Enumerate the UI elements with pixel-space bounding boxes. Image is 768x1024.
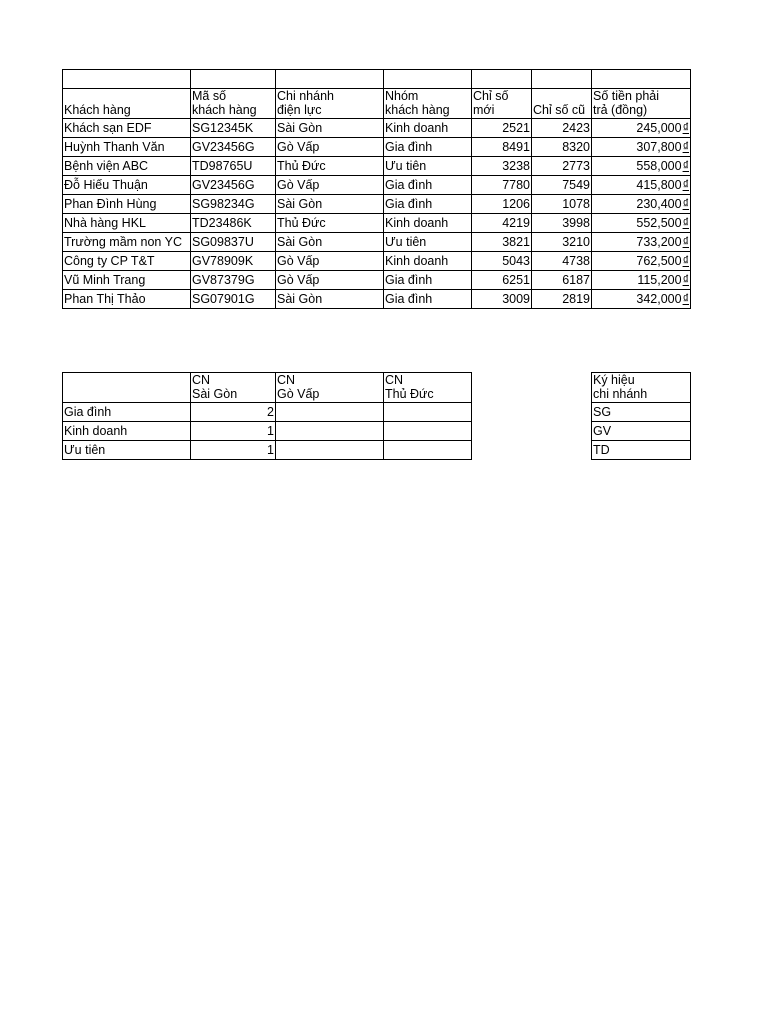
- summary-header-row: [63, 373, 472, 403]
- customer-id-cell[interactable]: TD23486K: [191, 214, 276, 233]
- branch-code-cell[interactable]: TD: [592, 441, 691, 460]
- code-row: [592, 422, 691, 441]
- customer-name-cell[interactable]: Đỗ Hiếu Thuận: [63, 176, 191, 195]
- group-cell[interactable]: Gia đình: [384, 176, 472, 195]
- group-cell[interactable]: Kinh doanh: [384, 252, 472, 271]
- amount-value: 552,500: [636, 216, 682, 230]
- old-reading-cell[interactable]: 3998: [532, 214, 592, 233]
- currency-symbol: ₫: [682, 216, 689, 230]
- branch-cell[interactable]: Sài Gòn: [276, 119, 384, 138]
- header-row: [63, 89, 691, 119]
- code-row: [592, 403, 691, 422]
- table-row: [63, 252, 691, 271]
- empty-cell[interactable]: [63, 70, 191, 89]
- customer-id-cell[interactable]: GV78909K: [191, 252, 276, 271]
- table-row: [63, 176, 691, 195]
- amount-value: 307,800: [636, 140, 682, 154]
- amount-value: 245,000: [636, 121, 682, 135]
- empty-cell[interactable]: [472, 70, 532, 89]
- count-cell[interactable]: [276, 441, 384, 460]
- header-group[interactable]: Nhóm khách hàng: [384, 89, 472, 119]
- empty-cell[interactable]: [592, 70, 691, 89]
- currency-symbol: ₫: [682, 292, 689, 306]
- header-branch[interactable]: Chi nhánh điện lực: [276, 89, 384, 119]
- group-cell[interactable]: Kinh doanh: [384, 214, 472, 233]
- header-branch-code[interactable]: Ký hiệu chi nhánh: [592, 373, 691, 403]
- currency-symbol: ₫: [682, 197, 689, 211]
- customer-name-cell[interactable]: Phan Đình Hùng: [63, 195, 191, 214]
- new-reading-cell[interactable]: 7780: [472, 176, 532, 195]
- group-cell[interactable]: Ưu tiên: [384, 157, 472, 176]
- summary-corner[interactable]: [63, 373, 191, 403]
- branch-cell[interactable]: Sài Gòn: [276, 290, 384, 309]
- new-reading-cell[interactable]: 2521: [472, 119, 532, 138]
- old-reading-cell[interactable]: 1078: [532, 195, 592, 214]
- group-cell[interactable]: Gia đình: [384, 195, 472, 214]
- group-label-cell[interactable]: Gia đình: [63, 403, 191, 422]
- group-cell[interactable]: Gia đình: [384, 271, 472, 290]
- new-reading-cell[interactable]: 5043: [472, 252, 532, 271]
- amount-due-cell[interactable]: [592, 176, 691, 195]
- new-reading-cell[interactable]: 8491: [472, 138, 532, 157]
- header-old-reading[interactable]: Chỉ số cũ: [532, 89, 592, 119]
- currency-symbol: ₫: [682, 235, 689, 249]
- customer-id-cell[interactable]: SG07901G: [191, 290, 276, 309]
- header-amount-due[interactable]: Số tiền phải trả (đồng): [592, 89, 691, 119]
- customer-name-cell[interactable]: Bệnh viện ABC: [63, 157, 191, 176]
- code-row: [592, 441, 691, 460]
- header-cn-thu-duc[interactable]: CN Thủ Đức: [384, 373, 472, 403]
- customer-id-cell[interactable]: TD98765U: [191, 157, 276, 176]
- count-cell[interactable]: [384, 403, 472, 422]
- customer-name-cell[interactable]: Trường mầm non YC: [63, 233, 191, 252]
- group-cell[interactable]: Kinh doanh: [384, 119, 472, 138]
- new-reading-cell[interactable]: 3009: [472, 290, 532, 309]
- header-cn-sai-gon[interactable]: CN Sài Gòn: [191, 373, 276, 403]
- header-customer[interactable]: Khách hàng: [63, 89, 191, 119]
- count-cell[interactable]: [384, 441, 472, 460]
- old-reading-cell[interactable]: 6187: [532, 271, 592, 290]
- branch-code-cell[interactable]: GV: [592, 422, 691, 441]
- old-reading-cell[interactable]: 7549: [532, 176, 592, 195]
- old-reading-cell[interactable]: 4738: [532, 252, 592, 271]
- amount-due-cell[interactable]: [592, 138, 691, 157]
- currency-symbol: ₫: [682, 159, 689, 173]
- header-new-reading[interactable]: Chỉ số mới: [472, 89, 532, 119]
- table-row: [63, 214, 691, 233]
- amount-value: 342,000: [636, 292, 682, 306]
- count-cell[interactable]: [276, 403, 384, 422]
- customer-id-cell[interactable]: SG09837U: [191, 233, 276, 252]
- group-cell[interactable]: Gia đình: [384, 290, 472, 309]
- customer-name-cell[interactable]: Huỳnh Thanh Văn: [63, 138, 191, 157]
- new-reading-cell[interactable]: 6251: [472, 271, 532, 290]
- group-cell[interactable]: Ưu tiên: [384, 233, 472, 252]
- table-row: [63, 119, 691, 138]
- amount-value: 733,200: [636, 235, 682, 249]
- branch-cell[interactable]: Gò Vấp: [276, 271, 384, 290]
- customer-id-cell[interactable]: GV23456G: [191, 138, 276, 157]
- amount-due-cell[interactable]: [592, 157, 691, 176]
- group-label-cell[interactable]: Ưu tiên: [63, 441, 191, 460]
- new-reading-cell[interactable]: 1206: [472, 195, 532, 214]
- old-reading-cell[interactable]: 2423: [532, 119, 592, 138]
- customer-id-cell[interactable]: GV23456G: [191, 176, 276, 195]
- branch-cell[interactable]: Thủ Đức: [276, 214, 384, 233]
- customer-name-cell[interactable]: Vũ Minh Trang: [63, 271, 191, 290]
- table-row: [63, 271, 691, 290]
- code-header-row: [592, 373, 691, 403]
- customer-name-cell[interactable]: Khách sạn EDF: [63, 119, 191, 138]
- new-reading-cell[interactable]: 3821: [472, 233, 532, 252]
- count-cell[interactable]: 2: [191, 403, 276, 422]
- summary-row: [63, 441, 472, 460]
- table-row: [63, 157, 691, 176]
- empty-cell[interactable]: [384, 70, 472, 89]
- amount-value: 115,200: [637, 273, 682, 287]
- branch-cell[interactable]: Sài Gòn: [276, 195, 384, 214]
- count-cell[interactable]: 1: [191, 441, 276, 460]
- new-reading-cell[interactable]: 4219: [472, 214, 532, 233]
- header-customer-id[interactable]: Mã số khách hàng: [191, 89, 276, 119]
- amount-value: 762,500: [636, 254, 682, 268]
- customer-id-cell[interactable]: SG98234G: [191, 195, 276, 214]
- customer-id-cell[interactable]: GV87379G: [191, 271, 276, 290]
- count-cell[interactable]: [276, 422, 384, 441]
- amount-due-cell[interactable]: [592, 233, 691, 252]
- currency-symbol: ₫: [682, 121, 689, 135]
- old-reading-cell[interactable]: 2773: [532, 157, 592, 176]
- table-row: [63, 233, 691, 252]
- amount-due-cell[interactable]: [592, 271, 691, 290]
- amount-due-cell[interactable]: [592, 290, 691, 309]
- count-cell[interactable]: [384, 422, 472, 441]
- table-row: [63, 138, 691, 157]
- old-reading-cell[interactable]: 8320: [532, 138, 592, 157]
- amount-value: 415,800: [636, 178, 682, 192]
- customer-billing-table: [62, 69, 691, 309]
- branch-cell[interactable]: Sài Gòn: [276, 233, 384, 252]
- customer-name-cell[interactable]: Nhà hàng HKL: [63, 214, 191, 233]
- currency-symbol: ₫: [682, 178, 689, 192]
- new-reading-cell[interactable]: 3238: [472, 157, 532, 176]
- blank-row: [63, 70, 691, 89]
- amount-due-cell[interactable]: [592, 195, 691, 214]
- group-label-cell[interactable]: Kinh doanh: [63, 422, 191, 441]
- header-cn-go-vap[interactable]: CN Gò Vấp: [276, 373, 384, 403]
- table-row: [63, 290, 691, 309]
- empty-cell[interactable]: [276, 70, 384, 89]
- old-reading-cell[interactable]: 2819: [532, 290, 592, 309]
- customer-id-cell[interactable]: SG12345K: [191, 119, 276, 138]
- group-cell[interactable]: Gia đình: [384, 138, 472, 157]
- count-cell[interactable]: 1: [191, 422, 276, 441]
- amount-due-cell[interactable]: [592, 252, 691, 271]
- summary-row: [63, 403, 472, 422]
- amount-value: 230,400: [636, 197, 682, 211]
- branch-cell[interactable]: Gò Vấp: [276, 138, 384, 157]
- table-row: [63, 195, 691, 214]
- summary-row: [63, 422, 472, 441]
- branch-cell[interactable]: Gò Vấp: [276, 252, 384, 271]
- branch-code-cell[interactable]: SG: [592, 403, 691, 422]
- customer-name-cell[interactable]: Phan Thị Thảo: [63, 290, 191, 309]
- currency-symbol: ₫: [682, 140, 689, 154]
- branch-summary-table: [62, 372, 472, 460]
- branch-code-table: [591, 372, 691, 460]
- amount-value: 558,000: [636, 159, 682, 173]
- currency-symbol: ₫: [682, 273, 689, 287]
- currency-symbol: ₫: [682, 254, 689, 268]
- amount-due-cell[interactable]: [592, 119, 691, 138]
- empty-cell[interactable]: [191, 70, 276, 89]
- old-reading-cell[interactable]: 3210: [532, 233, 592, 252]
- branch-cell[interactable]: Gò Vấp: [276, 176, 384, 195]
- amount-due-cell[interactable]: [592, 214, 691, 233]
- customer-name-cell[interactable]: Công ty CP T&T: [63, 252, 191, 271]
- branch-cell[interactable]: Thủ Đức: [276, 157, 384, 176]
- empty-cell[interactable]: [532, 70, 592, 89]
